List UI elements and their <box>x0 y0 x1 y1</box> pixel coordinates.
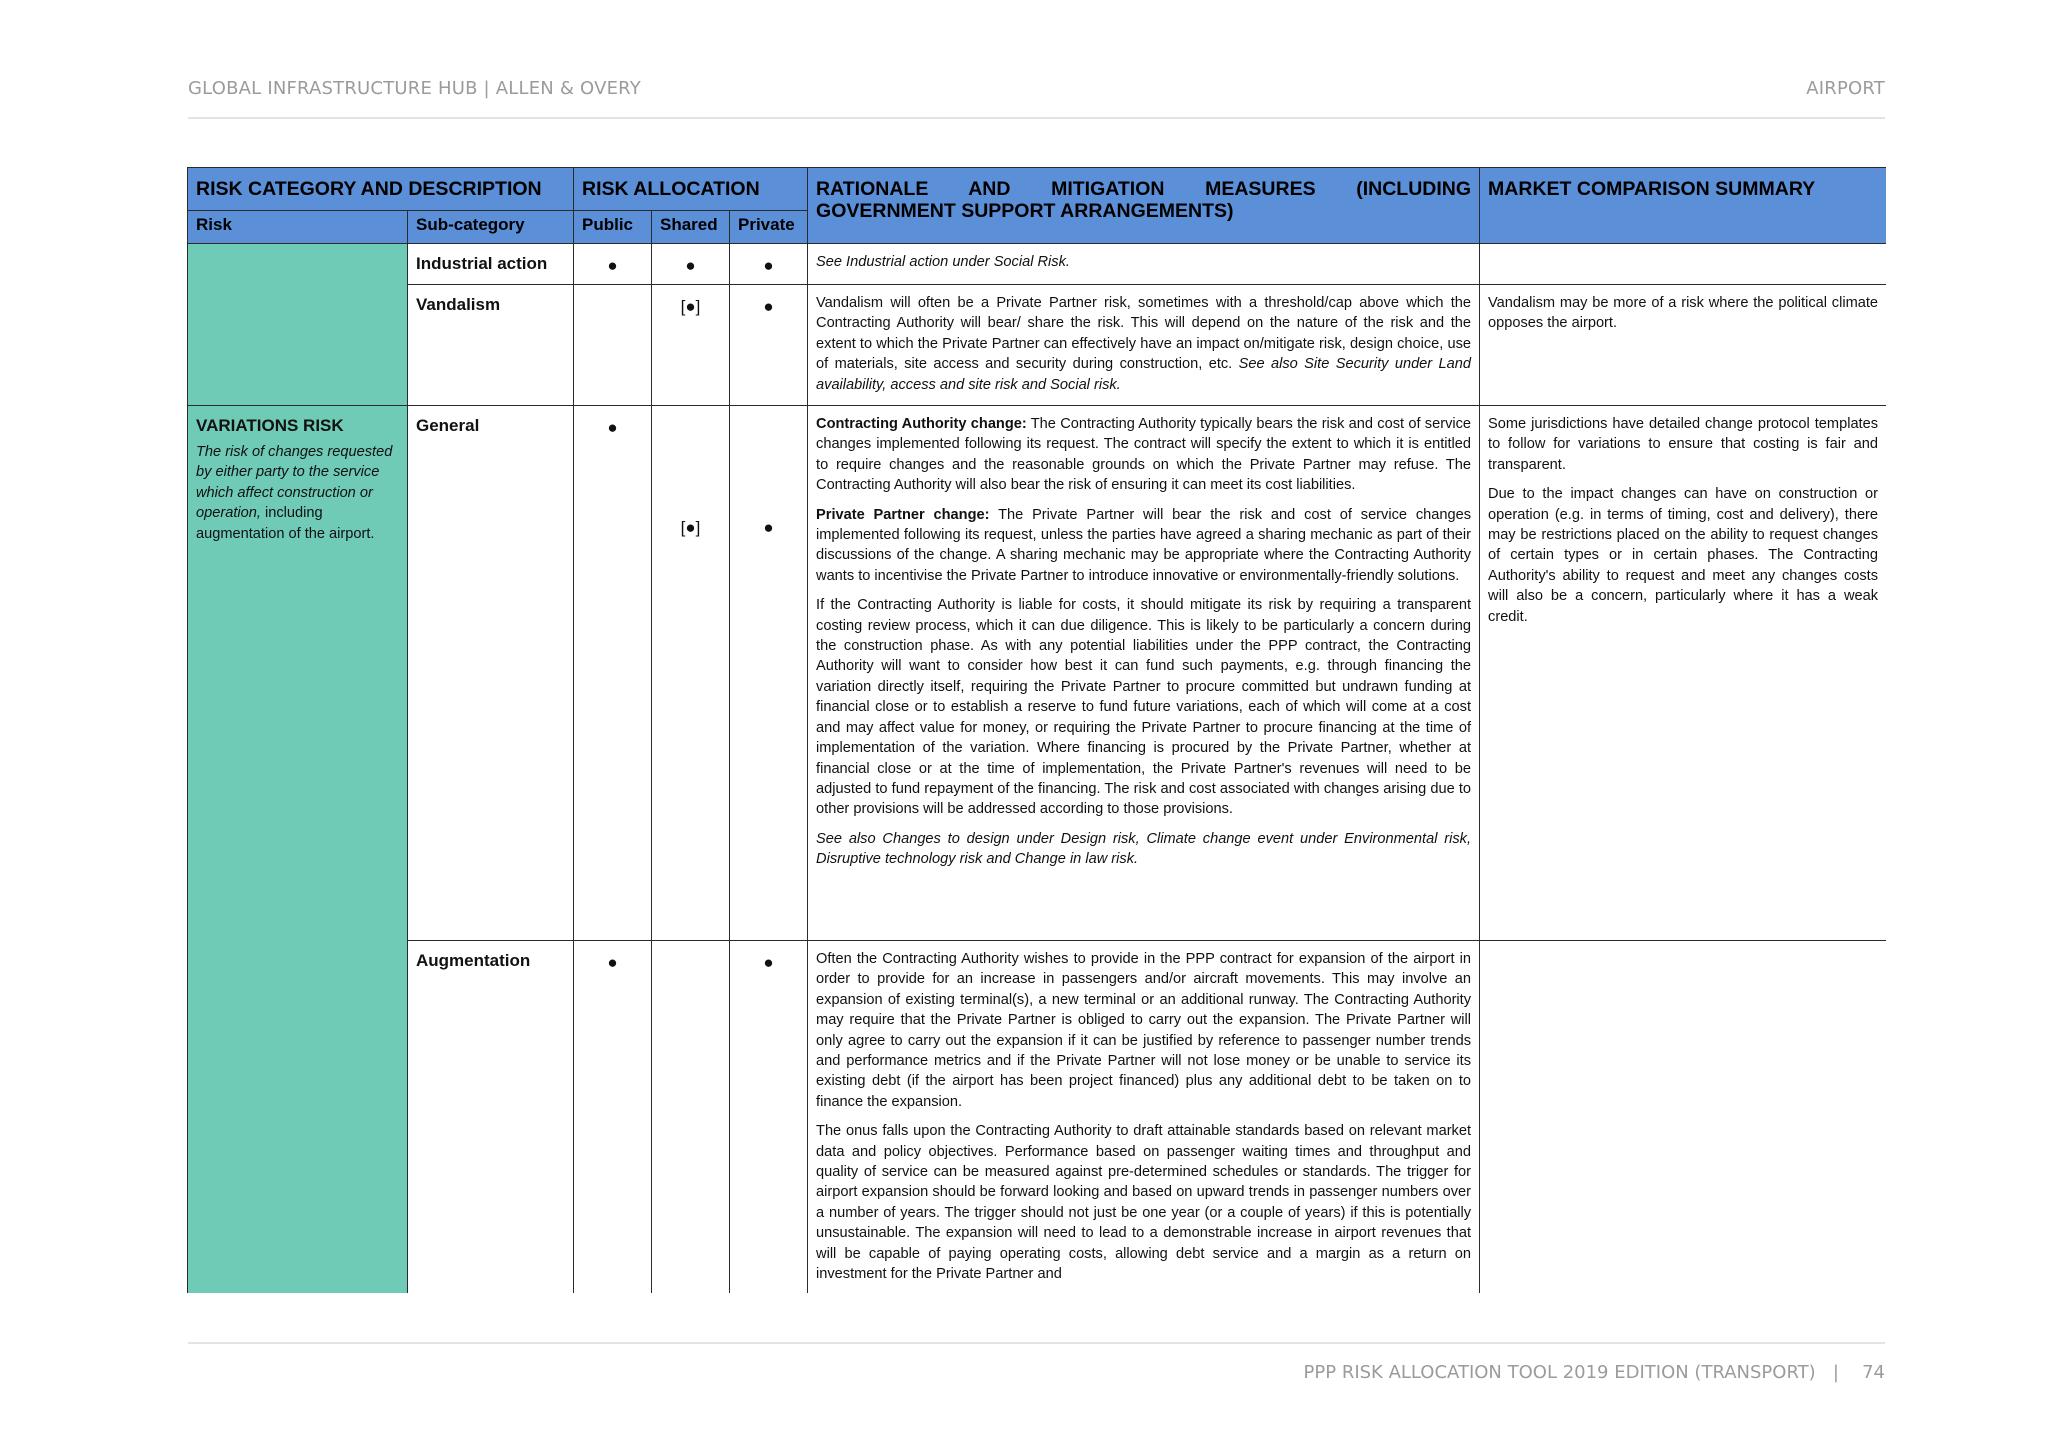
risk-name: VARIATIONS RISK <box>196 416 344 435</box>
risk-cell-continued <box>188 244 408 406</box>
shared-column-header: Shared <box>652 211 730 244</box>
table-row <box>188 285 1887 406</box>
footer <box>1304 1362 1885 1383</box>
risk-description-plain: including augmentation of the airport. <box>196 505 375 542</box>
public-mark: ● <box>574 941 652 1294</box>
rationale-vandalism-main: Vandalism will often be a Private Partner risk, sometimes with a threshold/cap above which the Contracting Authority will bear/ share the risk. This will depend on the nature of the risk and the extent to which the Private Partner can effectively have an impact on/mitigate risk, design choice, use of materials, site access and security during construction, etc. <box>816 295 1472 373</box>
table-row <box>188 406 1887 941</box>
market-augmentation <box>1480 941 1886 1294</box>
rationale-paragraph <box>816 414 1471 496</box>
private-column-header: Private <box>730 211 808 244</box>
paragraph-text: The Private Partner will bear the risk and cost of service changes implemented following its request, unless the parties have agreed a sharing mechanic as part of their discussions of the change. A sharing mechanic may be appropriate where the Contracting Authority wants to incentivise the Private Partner to introduce innovative or environmentally-friendly solutions. <box>816 506 1472 584</box>
public-mark-empty <box>574 285 652 406</box>
footer-separator: | <box>1832 1362 1839 1383</box>
market-header: MARKET COMPARISON SUMMARY <box>1480 168 1886 244</box>
rationale-paragraph: The onus falls upon the Contracting Authority to draft attainable standards based on relevant market data and policy objectives. Performance based on passenger waiting times and throughput and quality of service can be measured against pre-determined schedules or standards. The trigger for airport expansion should be forward looking and based on upward trends in passenger numbers over a number of years. The trigger should not just be one year (or a couple of years) if this is potentially unsustainable. The expansion will need to lead to a demonstrable increase in airport revenues that will be capable of paying operating costs, allowing debt service and a margin as a return on investment for the Private Partner and <box>816 1123 1472 1283</box>
private-mark-cell <box>730 406 808 941</box>
risk-description <box>188 442 407 544</box>
rationale-augmentation <box>808 941 1480 1294</box>
shared-mark-empty <box>652 941 730 1294</box>
market-paragraph: Some jurisdictions have detailed change protocol templates to follow for variations to ensure that costing is fair and transparent. <box>1488 416 1879 473</box>
rationale-header: RATIONALE AND MITIGATION MEASURES (INCLUDING GOVERNMENT SUPPORT ARRANGEMENTS) <box>808 168 1480 244</box>
private-mark: ● <box>730 285 808 406</box>
risk-allocation-table <box>187 167 1886 1293</box>
header-right: AIRPORT <box>1806 78 1885 99</box>
private-mark: ● <box>730 941 808 1294</box>
rationale-paragraph <box>816 505 1471 587</box>
header-divider <box>188 117 1885 119</box>
paragraph-lead: Contracting Authority change: <box>816 416 1027 432</box>
shared-mark: ● <box>652 244 730 285</box>
footer-title: PPP RISK ALLOCATION TOOL 2019 EDITION (TRANSPORT) <box>1303 1362 1816 1383</box>
category-header: RISK CATEGORY AND DESCRIPTION <box>188 168 574 211</box>
market-vandalism: Vandalism may be more of a risk where the political climate opposes the airport. <box>1480 285 1886 406</box>
risk-table-wrapper <box>187 167 1886 1293</box>
public-column-header: Public <box>574 211 652 244</box>
public-mark: ● <box>574 406 652 941</box>
rationale-general <box>808 406 1480 941</box>
public-mark: ● <box>574 244 652 285</box>
page-number: 74 <box>1862 1362 1885 1383</box>
rationale-vandalism <box>808 285 1480 406</box>
market-paragraph: Due to the impact changes can have on construction or operation (e.g. in terms of timing, cost and delivery), there may be restrictions placed on the ability to request changes of certain types or in certain phases. The Contracting Authority's ability to request and meet any changes costs will also be a concern, particularly where it has a weak credit. <box>1488 486 1879 625</box>
header-row-1 <box>188 168 1887 211</box>
subcategory-general: General <box>408 406 574 941</box>
risk-description-italic: The risk of changes requested by either party to the service which affect construction or operation, <box>196 444 393 522</box>
header-left: GLOBAL INFRASTRUCTURE HUB | ALLEN & OVERY <box>188 78 641 99</box>
subcategory-vandalism: Vandalism <box>408 285 574 406</box>
shared-mark: [●] <box>652 285 730 406</box>
paragraph-lead: Private Partner change: <box>816 506 990 523</box>
rationale-see-also: See also Changes to design under Design risk, Climate change event under Environmental risk, Disruptive technology risk and Change in law risk. <box>816 830 1472 868</box>
rationale-paragraph: Often the Contracting Authority wishes to provide in the PPP contract for expansion of the airport in order to provide for an increase in passengers and/or aircraft movements. This may involve an expansion of existing terminal(s), a new terminal or an additional runway. The Contracting Authority may require that the Private Partner is obliged to carry out the expansion. The Private Partner will only agree to carry out the expansion if it can be justified by reference to passenger number trends and performance metrics and if the Private Partner will not lose money or be unable to service its existing debt (if the airport has been project financed) plus any additional debt to be taken on to finance the expansion. <box>816 951 1472 1110</box>
subcategory-column-header: Sub-category <box>408 211 574 244</box>
rationale-industrial-action: See Industrial action under Social Risk. <box>808 244 1480 285</box>
private-mark: ● <box>730 244 808 285</box>
shared-mark: [●] <box>680 518 701 537</box>
subcategory-augmentation: Augmentation <box>408 941 574 1294</box>
allocation-header: RISK ALLOCATION <box>574 168 808 211</box>
rationale-vandalism-ref: See also Site Security under Land availability, access and site risk and Social risk. <box>816 356 1472 393</box>
footer-divider <box>188 1342 1885 1344</box>
subcategory-industrial-action: Industrial action <box>408 244 574 285</box>
table-row <box>188 941 1887 1294</box>
risk-column-header: Risk <box>188 211 408 244</box>
risk-cell-variations <box>188 406 408 1294</box>
market-general <box>1480 406 1886 941</box>
shared-mark-cell <box>652 406 730 941</box>
paragraph-text: The Contracting Authority typically bears the risk and cost of service changes implemented following its request. The contract will specify the extent to which it is entitled to require changes and the reasonable grounds on which the Private Partner may refuse. The Contracting Authority will also bear the risk of ensuring it can meet its cost liabilities. <box>816 416 1472 494</box>
market-industrial-action <box>1480 244 1886 285</box>
private-mark: ● <box>763 518 774 537</box>
table-row <box>188 244 1887 285</box>
rationale-paragraph: If the Contracting Authority is liable for costs, it should mitigate its risk by requiring a transparent costing review process, which it can due diligence. This is likely to be particularly a concern during the construction phase. As with any potential liabilities under the PPP contract, the Contracting Authority will want to consider how best it can fund such payments, e.g. through financing the variation directly itself, requiring the Private Partner to procure committed but undrawn funding at financial close or to establish a reserve to fund future variations, each of which will come at a cost and may affect value for money, or requiring the Private Partner to procure financing at the time of implementation of the variation. Where financing is procured by the Private Partner, whether at financial close or at the time of implementation, the Private Partner's revenues will need to be adjusted to fund repayment of the financing. The risk and cost associated with changes arising due to other provisions will be addressed according to those provisions. <box>816 597 1472 818</box>
